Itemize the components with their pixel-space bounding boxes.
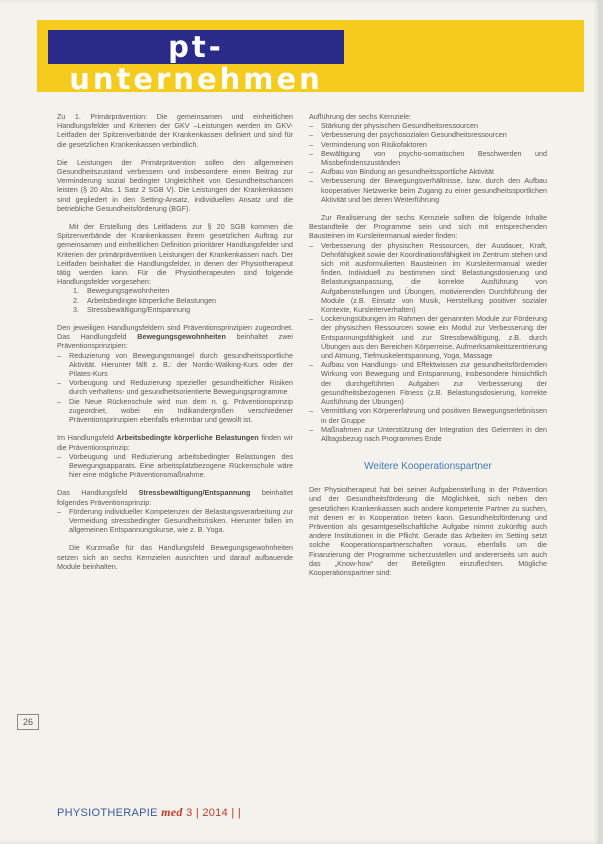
paragraph: Aufführung der sechs Kernziele: [309, 112, 412, 121]
list-item: 1. Bewegungsgewohnheiten [73, 286, 170, 296]
paragraph: Zu 1. Primärprävention: Die gemeinsamen und einheitlichen Handlungsfelder und Kriterien der GKV –Leistungen werden im GKV-Leitfaden der Spitzenverbände der Krankenkassen definiert und sind für die gesetzlichen Krankenkassen verbindlich. [57, 112, 293, 149]
list-item: – Förderung individueller Kompetenzen der Belastungsverarbeitung zur Vermeidung stressbedingter Gesundheitsrisiken. Hierunter fallen im allgemeinen Entspannungskurse, wie z. B. Yoga. [57, 507, 293, 535]
list-item: – Verminderung von Risikofaktoren [309, 140, 547, 149]
list-item: – Bewältigung von psycho-somatischen Beschwerden und Missbefindenszuständen [309, 149, 547, 167]
paragraph: Das Handlungsfeld Stressbewältigung/Entspannung beinhaltet folgendes Präventionsprinzip: [57, 488, 293, 507]
list-item: – Verbesserung der physischen Ressourcen, der Ausdauer, Kraft, Dehnfähigkeit sowie der Koordinationsfähigkeit im Zentrum stehen und sich mit ausformulierten Bausteinen im Kursleitermanual wieder finden. Individuell zu bestimmen sind: Belastungsdosierung und Belastungsanpassung, die korrekte Ausführung von Aufgabenstellungen und Übungen, motivierenden Durchführung der Module (z.B. Einsatz von Musik, Herstellung positiver sozialer Kontexte, Kursleiterverhalten) [309, 241, 547, 315]
bullet-list [57, 507, 293, 535]
bullet-list [309, 241, 547, 443]
paragraph: Zur Realisierung der sechs Kernziele sollten die folgende Inhalte Bestandteile der Programme sein und sich mit entsprechenden Bausteinen im Kursleitermanual wieder finden: [309, 213, 547, 241]
list-item: – Verbesserung der psychosozialen Gesundheitsressourcen [309, 130, 547, 139]
bullet-list [57, 351, 293, 425]
paragraph: Die Leistungen der Primärprävention sollen den allgemeinen Gesundheitszustand verbessern und insbesondere einen Beitrag zur Verminderung sozial bedingter Ungleichheit von Gesundheitschancen leisten (§ 20 Abs. 1 Satz 2 SGB V). Die Leistungen der Krankenkassen sind gegliedert in den Setting-Ansatz, individuellen Ansatz und die betriebliche Gesundheitsförderung (BGF). [57, 157, 293, 213]
footer-brand-suffix: med [161, 805, 183, 819]
list-item: – Vorbeugung und Reduzierung spezieller gesundheitlicher Risiken durch verhaltens- und gesundheitsorientierte Bewegungsprogramme [57, 378, 293, 396]
paragraph: Der Physiotherapeut hat bei seiner Aufgabenstellung in der Prävention und der Gesundheitsförderung die Möglichkeit, sich neben den gesetzlichen Krankenkassen auch andere kompetente Partner zu suchen, mit denen er in Kooperation treten kann. Gesundheitsförderung und Prävention als gesamtgesellschaftliche Aufgabe nimmt zukünftig auch andere Institutionen in die Pflicht. Gerade das Arbeiten im Setting setzt solche Kooperationspartnerschaften voraus, ebenfalls um die Finanzierung der Programme sicherzustellen und andererseits um auch das „Know-how“ der Beteiligten einzuflechten. Mögliche Kooperationspartner sind: [309, 485, 547, 577]
footer-issue: 3 | 2014 | | [186, 807, 242, 819]
list-item: – Vermittlung von Körpererfahrung und positiven Bewegungserlebnissen in der Gruppe [309, 406, 547, 424]
list-item: – Maßnahmen zur Unterstützung der Integration des Gelernten in den Alltagsbezug nach Programmes Ende [309, 425, 547, 443]
section-title: pt-unternehmen [69, 30, 323, 96]
list-item: – Aufbau von Bindung an gesundheitssportliche Aktivität [309, 167, 547, 176]
list-item: – Vorbeugung und Reduzierung arbeitsbedingter Belastungen des Bewegungsapparats. Eine arbeitsplatzbezogene Rückenschule wäre hier eine mögliche Präventionsmaßnahme. [57, 452, 293, 480]
list-item: – Aufbau von Handlungs- und Effektwissen zur gesundheitsfördernden Wirkung von Bewegung und Entspannung, insbesondere hinsichtlich der durchgeführten Aufgaben zur Verbesserung der gesundheitsbezogenen Fitness (z.B. Belastungsdosierung, korrekte Ausführung der Übungen) [309, 360, 547, 406]
section-title-box [48, 30, 344, 96]
list-item: 2. Arbeitsbedingte körperliche Belastungen [73, 295, 217, 305]
list-item: 3. Stressbewältigung/Entspannung [73, 304, 191, 314]
page-number: 26 [17, 714, 39, 730]
subheading: Weitere Kooperationspartner [364, 461, 492, 473]
numbered-list [57, 286, 293, 314]
bullet-list [309, 121, 547, 204]
paragraph: Mit der Erstellung des Leitfadens zur § 20 SGB kommen die Spitzenverbände der Krankenkassen ihrem gesetzlichen Auftrag zur gemeinsamen und einheitlichen Definition prioritärer Handlungsfelder und Kriterien der primärpräventiven Leistungen der Krankenkassen nach. Der Leitfaden beinhaltet die Handlungsfelder, in denen der Physiotherapeut tätig werden kann. Für die Physiotherapeuten sind folgende Handlungsfelder vorgesehen: [57, 222, 293, 287]
paragraph: Die Kurzmaße für das Handlungsfeld Bewegungsgewohnheiten setzen sich an sechs Kernzielen ausrichten und darauf aufbauende Module beinhalten. [57, 543, 293, 571]
paragraph: Im Handlungsfeld Arbeitsbedingte körperliche Belastungen finden wir die Präventionsprinzip: [57, 433, 293, 452]
footer-brand: PHYSIOTHERAPIE [57, 807, 158, 819]
footer [57, 805, 241, 820]
list-item: – Die Neue Rückenschule wird nun dem n. g. Präventionsprinzip zugeordnet, wobei ein Indikandergroßen verschiedener Präventionsprinzipien ebenfalls erkennbar und gewollt ist. [57, 397, 293, 425]
paragraph: Den jeweiligen Handlungsfeldern sind Präventionsprinzipien zugeordnet. Das Handlungsfeld Bewegungsgewohnheiten beinhaltet zwei Präventionsprinzipien: [57, 323, 293, 351]
right-column [309, 112, 547, 586]
left-column [57, 112, 293, 580]
list-item: – Verbesserung der Bewegungsverhältnisse, bzw. durch den Aufbau kooperativer Netzwerke beim Zugang zu einer gesundheitssportlichen Aktivität und bei deren Weiterführung [309, 176, 547, 204]
list-item: – Stärkung der physischen Gesundheitsressourcen [309, 121, 547, 130]
list-item: – Lockerungsübungen im Rahmen der genannten Module zur Förderung der physischen Ressourcen sowie ein Modul zur Verbesserung der Entspannungsfähigkeit und zur Stressbewältigung, z.B. durch Übungen aus den Bereichen Körperreise, Aufmerksamkeitszentrierung und Atmung, Tiefmuskelentspannung, Yoga, Massage [309, 314, 547, 360]
list-item: – Reduzierung von Bewegungsmangel durch gesundheitssportliche Aktivität. Hierunter fällt z. B.: der Nordic-Walking-Kurs oder der Pilates-Kurs [57, 351, 293, 379]
bullet-list [57, 452, 293, 480]
